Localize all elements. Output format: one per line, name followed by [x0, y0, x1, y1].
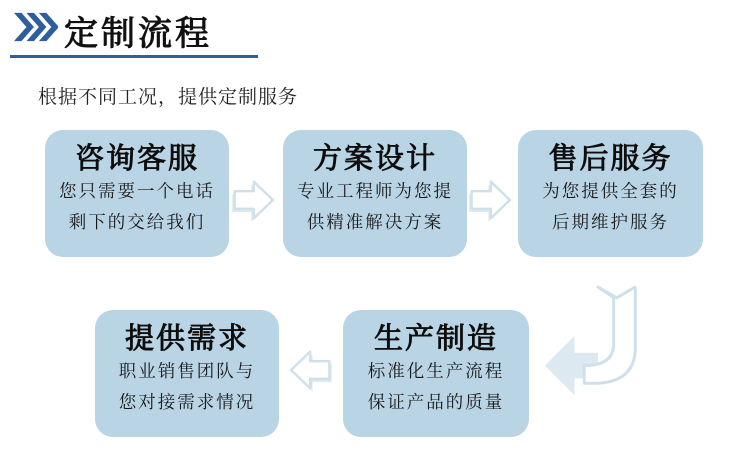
- step-desc-line: 为您提供全套的: [542, 182, 679, 202]
- step-box-consult: [45, 130, 229, 257]
- arrow-left-icon: [287, 347, 335, 393]
- page-title: 定制流程: [64, 15, 212, 53]
- step-desc-line: 标准化生产流程: [367, 362, 505, 382]
- arrow-right-icon: [466, 177, 514, 223]
- step-desc-line: 保证产品的质量: [367, 393, 505, 413]
- step-title: 方案设计: [312, 143, 437, 175]
- step-desc-line: 您只需要一个电话: [59, 182, 215, 202]
- step-title: 生产制造: [373, 323, 498, 355]
- step-box-requirements: [95, 310, 279, 437]
- triple-chevron-right-icon: [14, 10, 58, 44]
- title-underline: [10, 55, 258, 58]
- step-desc-line: 职业销售团队与: [118, 362, 256, 382]
- step-box-aftersales: [518, 130, 703, 257]
- arrow-right-icon: [229, 177, 277, 223]
- step-desc-line: 专业工程师为您提: [297, 182, 453, 202]
- arrow-curve-down-left-icon: [541, 283, 649, 401]
- step-title: 提供需求: [124, 323, 249, 355]
- step-desc-line: 您对接需求情况: [118, 393, 256, 413]
- step-desc-line: 剩下的交给我们: [68, 213, 206, 233]
- step-desc-line: 供精准解决方案: [306, 213, 444, 233]
- page-subtitle: 根据不同工况，提供定制服务: [38, 87, 299, 108]
- step-box-design: [283, 130, 467, 257]
- step-box-production: [343, 310, 529, 437]
- step-title: 咨询客服: [74, 143, 199, 175]
- step-title: 售后服务: [548, 143, 673, 175]
- step-desc-line: 后期维护服务: [552, 213, 669, 233]
